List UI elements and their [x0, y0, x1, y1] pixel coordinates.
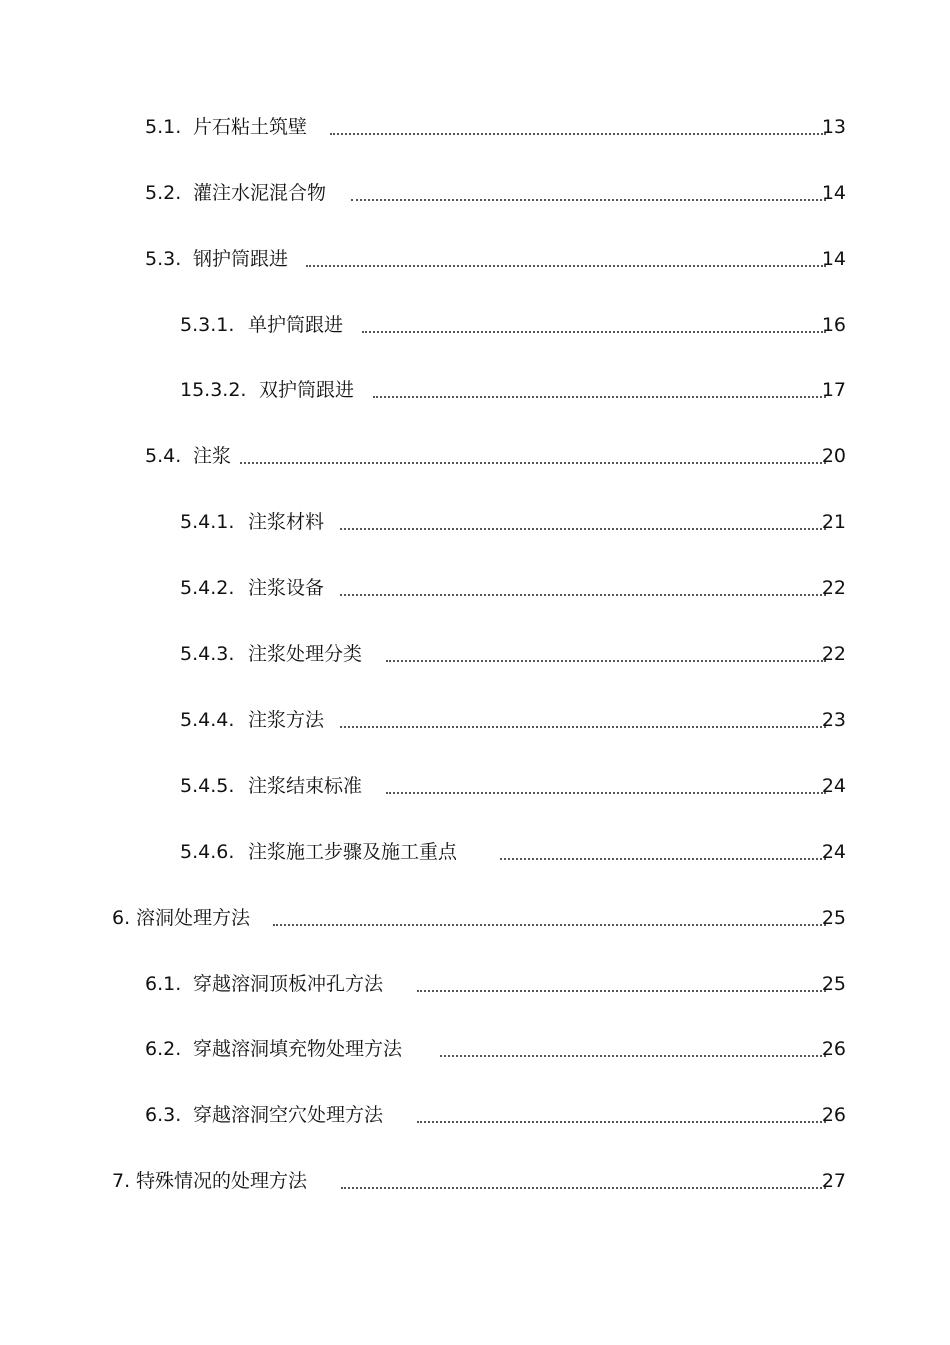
toc-entry-page: 23 [821, 709, 846, 731]
toc-entry-title: 片石粘土筑壁 [193, 116, 308, 138]
dot-leader [500, 830, 826, 860]
toc-entry-number: 5.4.1. [180, 511, 235, 533]
dot-leader [330, 105, 826, 135]
toc-entry-title: 穿越溶洞填充物处理方法 [193, 1038, 403, 1060]
toc-entry-title: 注浆方法 [248, 709, 325, 731]
toc-entry[interactable] [0, 112, 950, 142]
toc-entry-title: 注浆结束标准 [248, 775, 363, 797]
toc-entry-page: 25 [821, 907, 846, 929]
toc-entry[interactable] [0, 1166, 950, 1196]
toc-entry-number: 5.3.1. [180, 314, 235, 336]
toc-entry-page: 26 [821, 1104, 846, 1126]
dot-leader [306, 237, 826, 267]
dot-leader [351, 171, 826, 201]
toc-entry-title: 穿越溶洞空穴处理方法 [193, 1104, 384, 1126]
toc-entry-page: 20 [821, 445, 846, 467]
toc-entry-number: 5.4.5. [180, 775, 235, 797]
toc-entry-number: 5.3. [145, 248, 182, 270]
toc-entry-page: 22 [821, 577, 846, 599]
toc-entry-title: 注浆 [193, 445, 232, 467]
toc-entry-page: 24 [821, 775, 846, 797]
toc-entry-number: 5.4.2. [180, 577, 235, 599]
toc-entry-number: 5.1. [145, 116, 182, 138]
toc-entry-page: 24 [821, 841, 846, 863]
dot-leader [417, 1093, 826, 1123]
toc-entry[interactable] [0, 441, 950, 471]
toc-entry[interactable] [0, 639, 950, 669]
toc-entry-title: 注浆设备 [248, 577, 325, 599]
toc-entry[interactable] [0, 507, 950, 537]
toc-entry-page: 21 [821, 511, 846, 533]
toc-entry[interactable] [0, 375, 950, 405]
toc-entry-number: 6. [112, 907, 131, 929]
toc-entry-page: 16 [821, 314, 846, 336]
dot-leader [417, 962, 826, 992]
toc-entry[interactable] [0, 1100, 950, 1130]
toc-entry-page: 13 [821, 116, 846, 138]
dot-leader [386, 632, 826, 662]
dot-leader [273, 896, 826, 926]
dot-leader [340, 500, 826, 530]
toc-entry-title: 注浆施工步骤及施工重点 [248, 841, 458, 863]
toc-entry-number: 5.4.6. [180, 841, 235, 863]
toc-entry-page: 25 [821, 973, 846, 995]
toc-entry[interactable] [0, 244, 950, 274]
toc-entry-title: 注浆材料 [248, 511, 325, 533]
toc-entry-page: 14 [821, 248, 846, 270]
toc-entry-title: 钢护筒跟进 [193, 248, 289, 270]
toc-entry-page: 17 [821, 379, 846, 401]
toc-entry-number: 5.4. [145, 445, 182, 467]
toc-entry[interactable] [0, 178, 950, 208]
toc-entry[interactable] [0, 969, 950, 999]
toc-entry-page: 14 [821, 182, 846, 204]
toc-entry-title: 注浆处理分类 [248, 643, 363, 665]
toc-entry-number: 15.3.2. [180, 379, 247, 401]
toc-entry-page: 26 [821, 1038, 846, 1060]
toc-entry-number: 5.4.4. [180, 709, 235, 731]
toc-entry-title: 单护筒跟进 [248, 314, 344, 336]
toc-entry[interactable] [0, 705, 950, 735]
toc-entry-number: 6.1. [145, 973, 182, 995]
dot-leader [240, 434, 826, 464]
toc-entry[interactable] [0, 903, 950, 933]
dot-leader [340, 566, 826, 596]
toc-entry-number: 7. [112, 1170, 131, 1192]
toc-entry-page: 27 [821, 1170, 846, 1192]
toc-entry[interactable] [0, 771, 950, 801]
dot-leader [386, 764, 826, 794]
toc-entry-title: 特殊情况的处理方法 [136, 1170, 308, 1192]
toc-entry[interactable] [0, 837, 950, 867]
toc-entry[interactable] [0, 573, 950, 603]
toc-entry-page: 22 [821, 643, 846, 665]
toc-entry-title: 灌注水泥混合物 [193, 182, 327, 204]
toc-entry[interactable] [0, 1034, 950, 1064]
toc-entry-title: 溶洞处理方法 [136, 907, 251, 929]
toc-entry-number: 6.2. [145, 1038, 182, 1060]
toc-entry-number: 6.3. [145, 1104, 182, 1126]
dot-leader [373, 368, 826, 398]
dot-leader [362, 303, 826, 333]
toc-entry-title: 双护筒跟进 [259, 379, 355, 401]
dot-leader [340, 698, 826, 728]
toc-entry-number: 5.2. [145, 182, 182, 204]
toc-entry[interactable] [0, 310, 950, 340]
dot-leader [341, 1159, 826, 1189]
toc-entry-number: 5.4.3. [180, 643, 235, 665]
dot-leader [440, 1027, 826, 1057]
toc-entry-title: 穿越溶洞顶板冲孔方法 [193, 973, 384, 995]
